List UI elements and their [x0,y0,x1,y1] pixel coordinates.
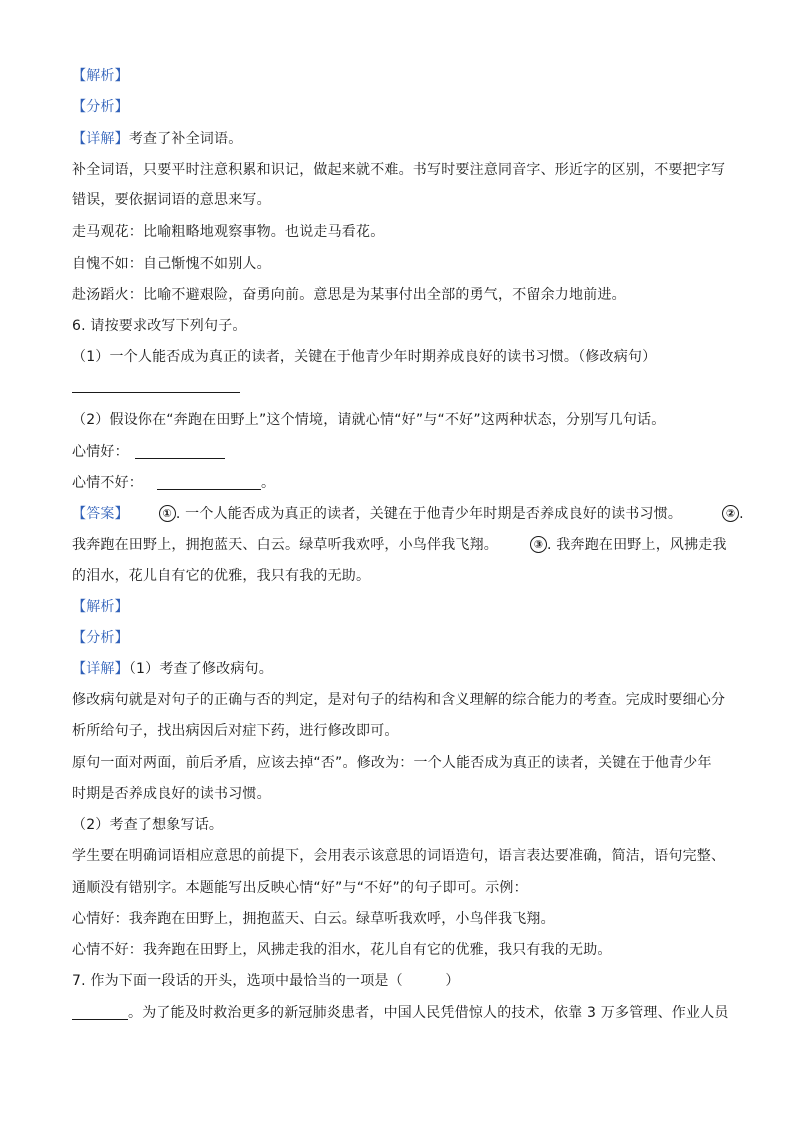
question-7-blank [72,1019,128,1020]
circled-number-2: ② [722,505,739,522]
paragraph-line: 通顺没有错别字。本题能写出反映心情“好”与“不好”的句子即可。示例： [72,880,528,896]
answer-2-mark-tail: . [739,506,744,522]
paragraph-line: 补全词语，只要平时注意积累和识记，做起来就不难。书写时要注意同音字、形近字的区别，不要把字写 [72,162,726,178]
section-tag-fenxi: 【分析】 [72,99,129,115]
detail-text: （1）考查了修改病句。 [128,661,273,677]
answer-1-text: . 一个人能否成为真正的读者，关键在于他青少年时期是否养成良好的读书习惯。 [175,506,683,522]
section-tag-fenxi: 【分析】 [72,630,129,646]
paragraph-line: 析所给句子，找出病因后对症下药，进行修改即可。 [72,723,399,739]
detail-text: 考查了补全词语。 [128,131,243,147]
answer-2-text: 我奔跑在田野上，拥抱蓝天、白云。绿草听我欢呼，小鸟伴我飞翔。 [72,537,498,553]
example-line: 心情不好：我奔跑在田野上，风拂走我的泪水，花儿自有它的优雅，我只有我的无助。 [72,942,612,958]
answer-3-text: . 我奔跑在田野上，风拂走我 [547,537,727,553]
good-mood-label: 心情好： [72,444,129,460]
word-explanation: 赴汤蹈火：比喻不避艰险，奋勇向前。意思是为某事付出全部的勇气，不留余力地前进。 [72,287,626,303]
bad-mood-line [72,473,275,493]
answer-line-3: 的泪水，花儿自有它的优雅，我只有我的无助。 [72,568,371,584]
circled-number-1: ① [159,505,176,522]
bad-mood-label: 心情不好： [72,475,143,491]
question-7-stem: 7. 作为下面一段话的开头，选项中最恰当的一项是（ ） [72,973,460,989]
question-7-text-line [72,1003,729,1023]
paragraph-line: 修改病句就是对句子的正确与否的判定，是对句子的结构和含义理解的综合能力的考查。完成时要细心分 [72,692,726,708]
circled-number-3: ③ [530,536,547,553]
section-tag-analysis: 【解析】 [72,599,129,615]
word-explanation: 走马观花：比喻粗略地观察事物。也说走马看花。 [72,224,385,240]
question-7-text: 。为了能及时救治更多的新冠肺炎患者，中国人民凭借惊人的技术，依靠 3 万多管理、作业人员 [128,1005,729,1021]
example-line: 心情好：我奔跑在田野上，拥抱蓝天、白云。绿草听我欢呼，小鸟伴我飞翔。 [72,911,555,927]
good-mood-blank [135,458,225,459]
answer-line-1 [72,504,744,524]
good-mood-line [72,442,225,462]
question-6-part-1: （1）一个人能否成为真正的读者，关键在于他青少年时期养成良好的读书习惯。（修改病句） [72,349,657,365]
question-6-part-2: （2）假设你在“奔跑在田野上”这个情境，请就心情“好”与“不好”这两种状态，分别写几句话。 [72,412,666,428]
section-tag-answer: 【答案】 [72,506,129,522]
paragraph-line: 学生要在明确词语相应意思的前提下，会用表示该意思的词语造句，语言表达要准确，简洁，语句完整、 [72,848,726,864]
detail-line [72,129,242,149]
paragraph-line: 时期是否养成良好的读书习惯。 [72,786,271,802]
answer-line-2 [72,535,727,555]
word-explanation: 自愧不如：自己惭愧不如别人。 [72,256,271,272]
paragraph-line: 错误，要依据词语的意思来写。 [72,192,271,208]
paragraph-line: 原句一面对两面，前后矛盾，应该去掉“否”。修改为：一个人能否成为真正的读者，关键在于他青少年 [72,755,712,771]
section-tag-detail: 【详解】 [72,131,129,147]
section-tag-detail: 【详解】 [72,661,129,677]
bad-mood-blank [157,489,261,490]
detail-line [72,659,273,679]
question-6-stem: 6. 请按要求改写下列句子。 [72,318,247,334]
detail-subheading: （2）考查了想象写话。 [72,817,224,833]
bad-mood-end: 。 [261,475,276,491]
section-tag-analysis: 【解析】 [72,68,129,84]
answer-blank-line [72,392,240,393]
